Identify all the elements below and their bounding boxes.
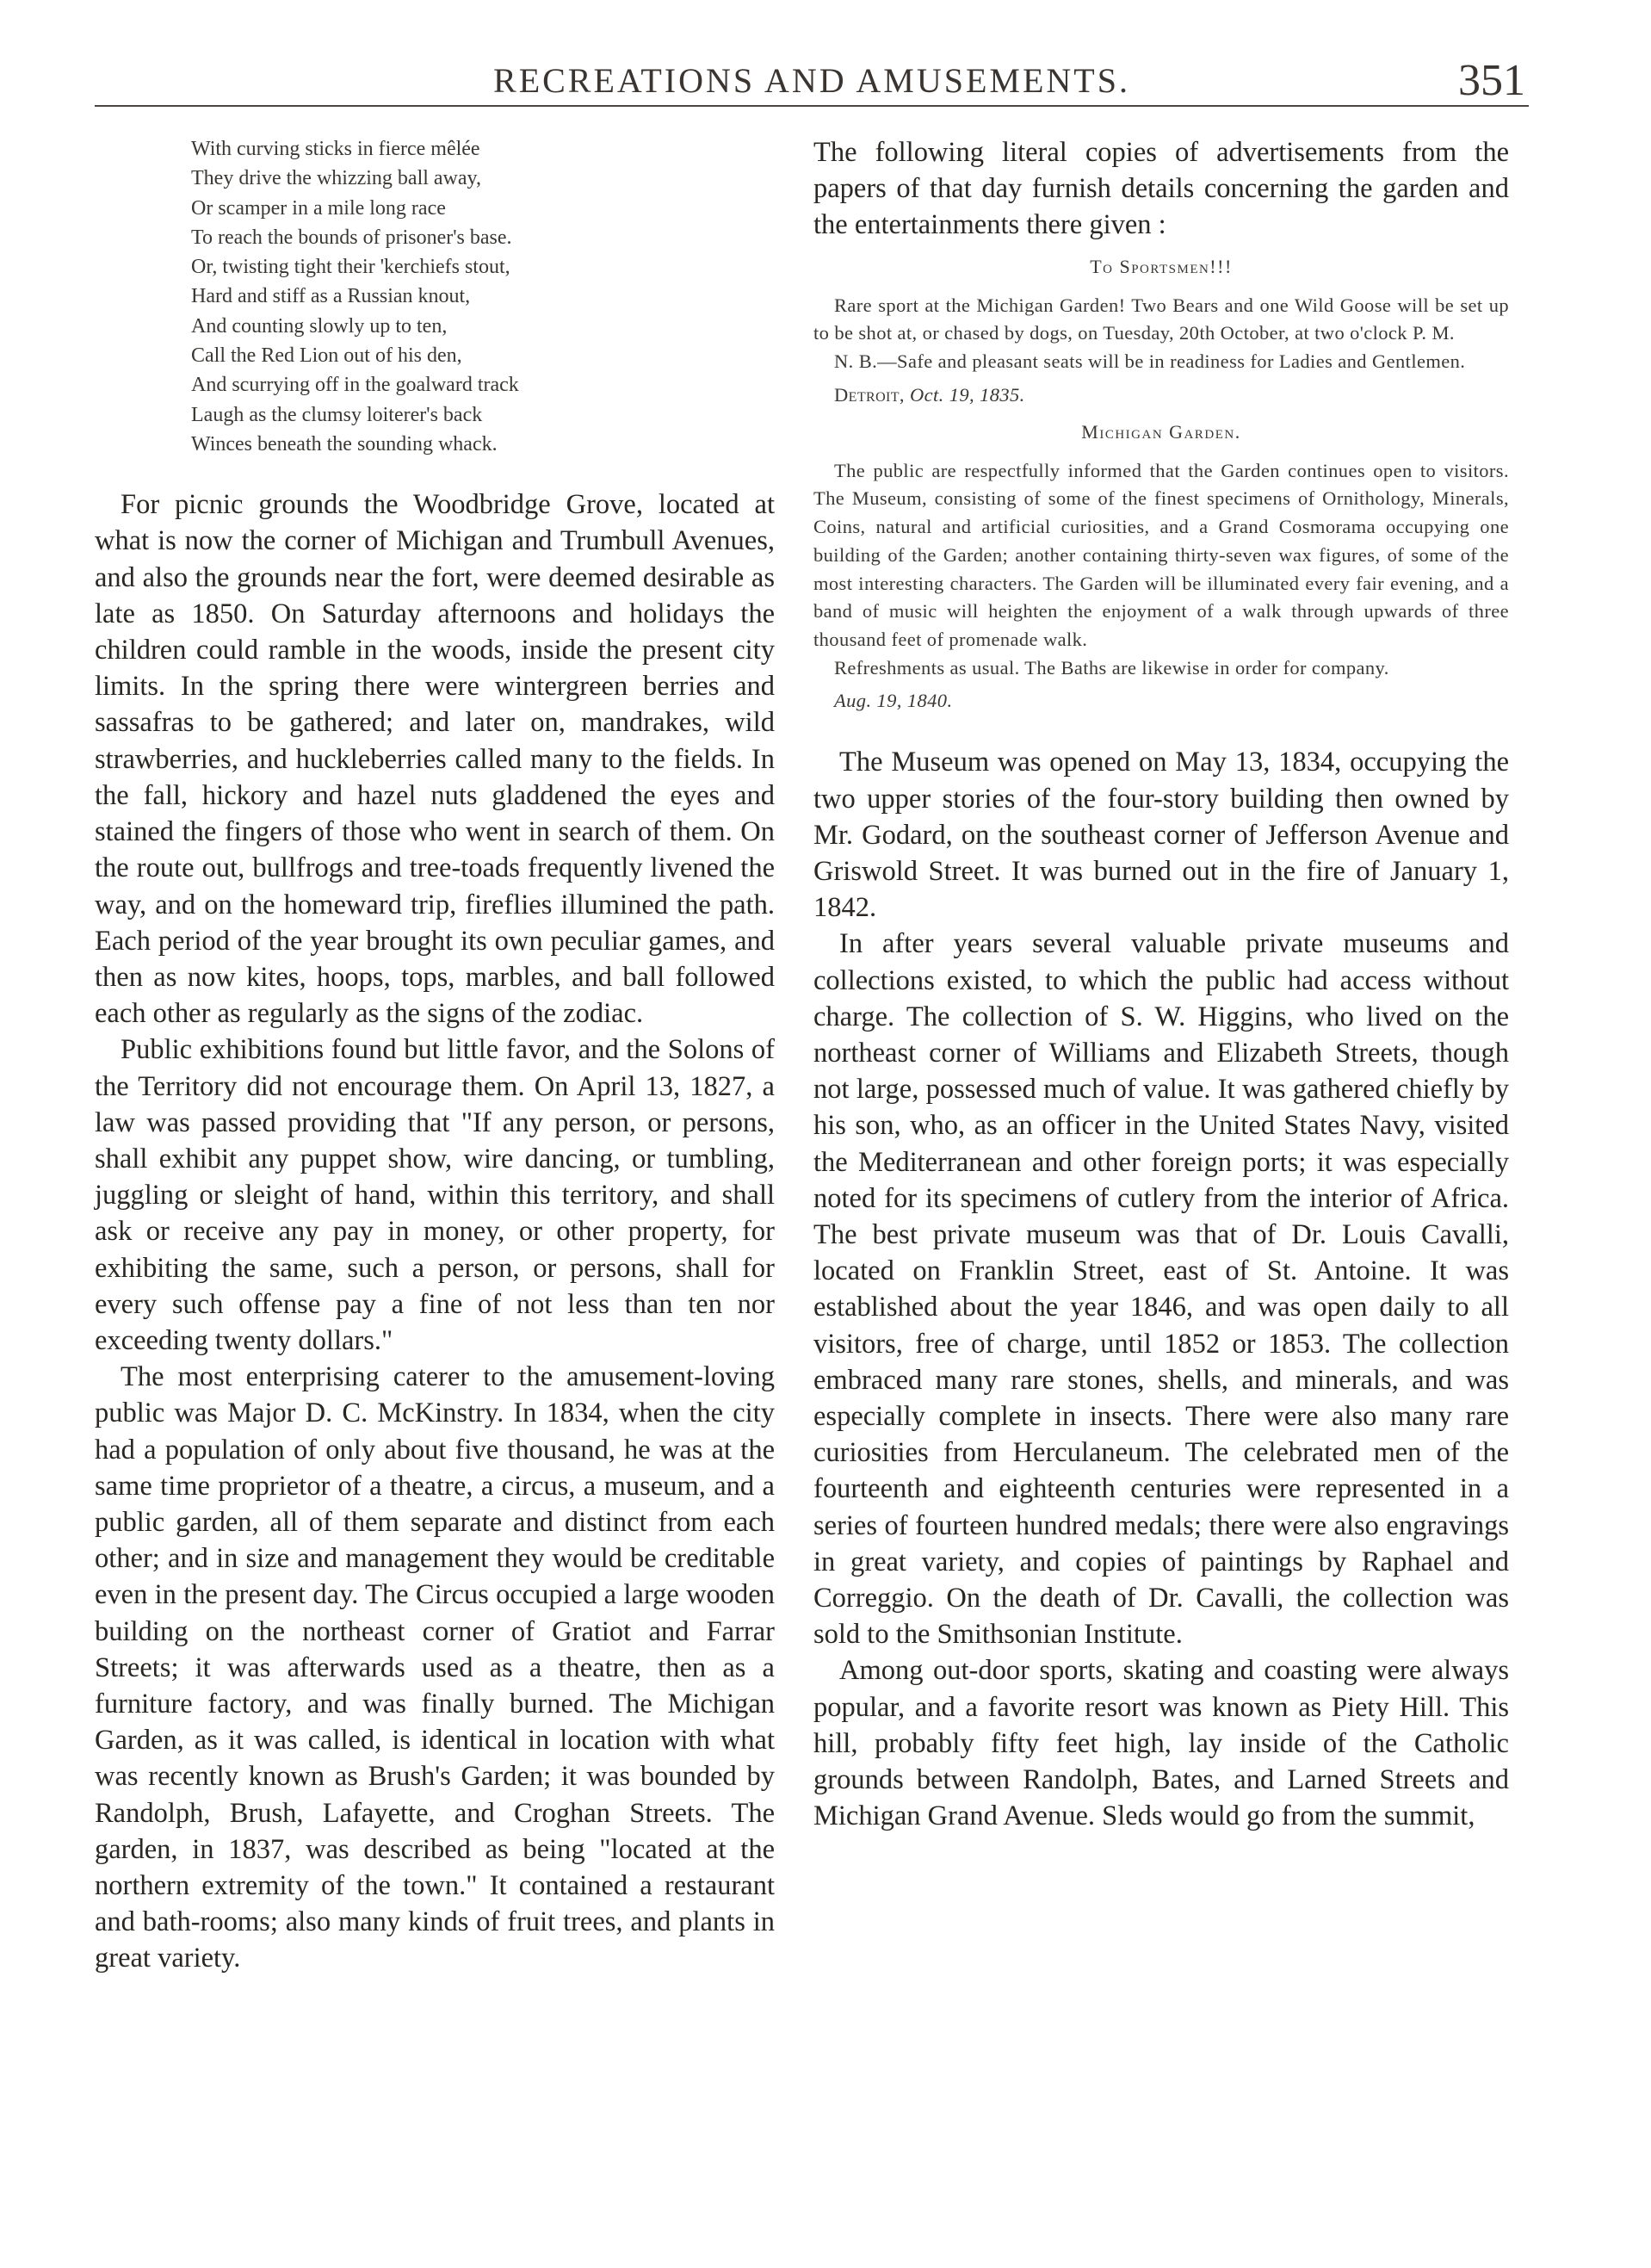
- advertisement-text: N. B.—Safe and pleasant seats will be in readiness for Ladies and Gentlemen.: [834, 350, 1466, 373]
- poem-line: To reach the bounds of prisoner's base.: [191, 226, 512, 249]
- body-paragraph: Among out-door sports, skating and coasting were always popular, and a favorite resort was known as Piety Hill. This hill, probably fifty feet high, lay inside of the Catholic grounds between Randolph, Bates, and Larned Streets and Michigan Grand Avenue. Sleds would go from the summit,: [813, 1655, 1509, 1832]
- body-paragraph: In after years several valuable private museums and collections existed, to which the public had access without charge. The collection of S. W. Higgins, who lived on the northeast corner of Williams and Elizabeth Streets, though not large, possessed much of value. It was gathered chiefly by his son, who, as an officer in the United States Navy, visited the Mediterranean and other foreign ports; it was especially noted for its specimens of cutlery from the interior of Africa. The best private museum was that of Dr. Louis Cavalli, located on Franklin Street, east of St. Antoine. It was established about the year 1846, and was open daily to all visitors, free of charge, until 1852 or 1853. The collection embraced many rare stones, shells, and minerals, and was especially complete in insects. There were also many rare curiosities from Herculaneum. The celebrated men of the fourteenth and eighteenth centuries were represented in a series of fourteen hundred medals; there were also engravings in great variety, and copies of paintings by Raphael and Correggio. On the death of Dr. Cavalli, the collection was sold to the Smithsonian Institute.: [813, 928, 1509, 1651]
- advertisement-michigan-garden: [813, 421, 1509, 716]
- poem-line: Laugh as the clumsy loiterer's back: [191, 403, 483, 426]
- advertisement-text: Refreshments as usual. The Baths are likewise in order for company.: [834, 656, 1389, 679]
- dateline-date: Oct. 19, 1835.: [909, 383, 1025, 406]
- poem-line: They drive the whizzing ball away,: [191, 167, 481, 190]
- advertisement-heading: Michigan Garden.: [1081, 420, 1241, 443]
- poem-line: Winces beneath the sounding whack.: [191, 432, 498, 455]
- poem-line: And scurrying off in the goalward track: [191, 374, 519, 397]
- body-paragraph: Public exhibitions found but little favor, and the Solons of the Territory did not encourage them. On April 13, 1827, a law was passed providing that "If any person, or persons, shall exhibit any puppet show, wire dancing, or tumbling, juggling or sleight of hand, within this territory, and shall ask or receive any pay in money, or other property, for exhibiting the same, such a person, or persons, shall for every such offense pay a fine of not less than ten nor exceeding twenty dollars.": [95, 1034, 775, 1356]
- body-paragraph: The Museum was opened on May 13, 1834, occupying the two upper stories of the four-story building then owned by Mr. Godard, on the southeast corner of Jefferson Avenue and Griswold Street. It was burned out in the fire of January 1, 1842.: [813, 747, 1509, 924]
- running-head: RECREATIONS AND AMUSEMENTS.: [493, 61, 1130, 100]
- poem-line: Or, twisting tight their 'kerchiefs stout,: [191, 256, 510, 279]
- right-column: [813, 134, 1509, 1834]
- poem-line: Or scamper in a mile long race: [191, 196, 446, 220]
- poem-line: Hard and stiff as a Russian knout,: [191, 285, 471, 308]
- advertisement-text: The public are respectfully informed that the Garden continues open to visitors. The Museum, consisting of some of the finest specimens of Ornithology, Minerals, Coins, natural and artificial curiosities, and a Grand Cosmorama occupying one building of the Garden; another containing thirty-seven wax figures, of some of the most interesting characters. The Garden will be illuminated every fair evening, and a band of music will heighten the enjoyment of a walk through upwards of three thousand feet of promenade walk.: [813, 459, 1509, 650]
- page-header: [95, 53, 1529, 107]
- poem-line: With curving sticks in fierce mêlée: [191, 138, 480, 160]
- page-number: 351: [1458, 56, 1525, 105]
- advertisement-heading: To Sportsmen!!!: [1090, 255, 1233, 277]
- advertisement-sportsmen: [813, 256, 1509, 409]
- poem-line: Call the Red Lion out of his den,: [191, 344, 462, 368]
- left-column: [95, 134, 775, 1977]
- advertisement-dateline: [834, 381, 1509, 409]
- advertisement-text: Rare sport at the Michigan Garden! Two Bears and one Wild Goose will be set up to be shot at, or chased by dogs, on Tuesday, 20th October, at two o'clock P. M.: [813, 294, 1509, 344]
- poem: [191, 134, 775, 459]
- dateline-date: Aug. 19, 1840.: [834, 690, 953, 712]
- body-paragraph: The most enterprising caterer to the amusement-loving public was Major D. C. McKinstry. In 1834, when the city had a population of only about five thousand, he was at the same time proprietor of a theatre, a circus, a museum, and a public garden, all of them separate and distinct from each other; and in size and management they would be creditable even in the present day. The Circus occupied a large wooden building on the northeast corner of Gratiot and Farrar Streets; it was afterwards used as a theatre, then as a furniture factory, and was finally burned. The Michigan Garden, as it was called, is identical in location with what was recently known as Brush's Garden; it was bounded by Randolph, Brush, Lafayette, and Croghan Streets. The garden, in 1837, was described as being "located at the northern extremity of the town." It contained a restaurant and bath-rooms; also many kinds of fruit trees, and plants in great variety.: [95, 1361, 775, 1974]
- body-paragraph: For picnic grounds the Woodbridge Grove, located at what is now the corner of Michigan and Trumbull Avenues, and also the grounds near the fort, were deemed desirable as late as 1850. On Saturday afternoons and holidays the children could ramble in the woods, inside the present city limits. In the spring there were wintergreen berries and sassafras to be gathered; and later on, mandrakes, wild strawberries, and huckleberries called many to the fields. In the fall, hickory and hazel nuts gladdened the eyes and stained the fingers of those who went in search of them. On the route out, bullfrogs and tree-toads frequently livened the way, and on the homeward trip, fireflies illumined the path. Each period of the year brought its own peculiar games, and then as now kites, hoops, tops, marbles, and ball followed each other as regularly as the signs of the zodiac.: [95, 489, 775, 1030]
- advertisements-intro: The following literal copies of advertisements from the papers of that day furnish details concerning the garden and the entertainments there given :: [813, 137, 1509, 241]
- dateline-place: Detroit,: [834, 383, 905, 406]
- poem-line: And counting slowly up to ten,: [191, 314, 448, 338]
